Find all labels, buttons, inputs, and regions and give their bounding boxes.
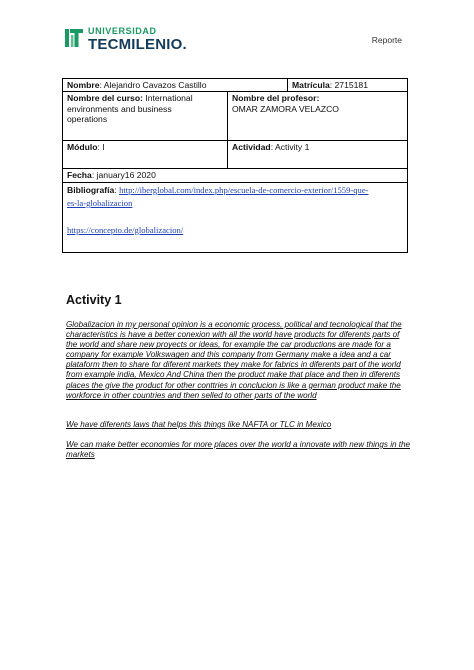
profesor-cell <box>228 92 408 141</box>
matricula-label: Matrícula <box>292 80 330 90</box>
table-row <box>63 92 408 141</box>
bibliografia-separator: : <box>114 184 120 195</box>
paragraph-globalization: Globalizacion in my personal opinion is a economic process, political and tecnological that the characteristics is have a better conexion with all the world have products for diferents parts of the world and share new proyects or ideas, for example the car productions are made for a company for example Volkswagen and this company from Germany make a idea and a car plataform then to share for diferent markets they make for fabrics in diferents part of the world from example india, Mexico And China then the product make that place and then in diferents places the give the product for other conttries in conclucion is like a german product make the workforce in other countries and then selled to other parts of the world <box>66 320 402 400</box>
bibliography-link-concepto[interactable]: https://concepto.de/globalizacion/ <box>67 224 184 235</box>
curso-value-line-1: International <box>142 93 193 104</box>
tecmilenio-logo <box>64 24 204 54</box>
actividad-cell <box>228 141 408 169</box>
curso-value-line-3: operations <box>67 113 108 124</box>
fecha-value: : january16 2020 <box>91 170 156 181</box>
bibliography-link-iberglobal-part-1: http://iberglobal.com/index.php/escuela-de-comercio-exterior/1559-que- <box>119 184 369 195</box>
actividad-label: Actividad <box>232 142 271 153</box>
nombre-value: : Alejandro Cavazos Castillo <box>99 80 207 90</box>
table-row <box>63 169 408 182</box>
curso-cell <box>63 92 228 141</box>
table-row <box>63 79 408 92</box>
profesor-value: OMAR ZAMORA VELAZCO <box>232 103 339 114</box>
matricula-cell <box>288 79 408 92</box>
actividad-value: : Activity 1 <box>270 142 310 153</box>
report-label: Reporte <box>371 35 402 45</box>
bibliografia-label: Bibliografía <box>67 184 115 195</box>
logo-university-text: UNIVERSIDAD <box>88 26 157 36</box>
matricula-value: : 2715181 <box>329 80 368 90</box>
table-row <box>63 141 408 169</box>
modulo-value: : I <box>97 142 105 153</box>
activity-title: Activity 1 <box>66 293 122 307</box>
profesor-label: Nombre del profesor: <box>232 93 320 104</box>
modulo-cell <box>63 141 228 169</box>
student-info-table <box>62 78 408 253</box>
fecha-label: Fecha <box>67 170 92 181</box>
tecmilenio-mark-icon <box>64 26 84 50</box>
paragraph-laws: We have diferents laws that helps this things like NAFTA or TLC in Mexico <box>66 420 332 429</box>
nombre-label: Nombre <box>67 80 100 90</box>
nombre-cell <box>63 79 288 92</box>
bibliografia-cell <box>63 182 408 252</box>
curso-label: Nombre del curso: <box>67 93 143 104</box>
curso-value-line-2: environments and business <box>67 103 172 114</box>
paragraph-economies: We can make better economies for more places over the world a innovate with new things in the markets <box>66 440 411 460</box>
logo-name-text: TECMILENIO. <box>88 36 187 53</box>
bibliography-link-iberglobal-part-2: es-la-globalizacion <box>67 197 133 208</box>
modulo-label: Módulo <box>67 142 98 153</box>
table-row <box>63 182 408 252</box>
fecha-cell <box>63 169 408 182</box>
